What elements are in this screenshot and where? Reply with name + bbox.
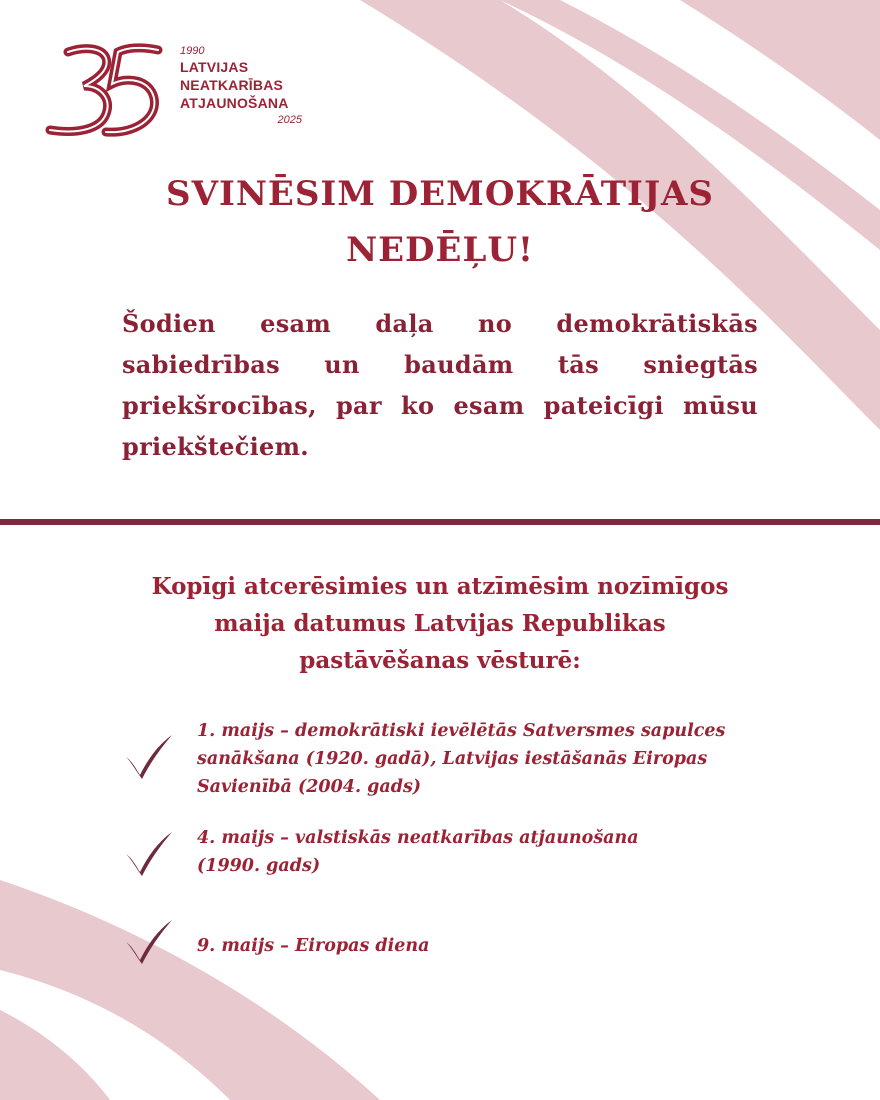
page-title xyxy=(140,166,740,278)
section-divider xyxy=(0,519,880,525)
subtitle-line-1: Kopīgi atcerēsimies un atzīmēsim nozīmīgos xyxy=(151,573,729,600)
title-line-1: SVINĒSIM DEMOKRĀTIJAS xyxy=(166,174,714,214)
check-icon xyxy=(120,916,176,966)
check-icon xyxy=(120,731,176,781)
list-item-line-1: 1. maijs – demokrātiski ievēlētās Satversmes sapulces xyxy=(197,721,726,741)
list-item-line-1: 4. maijs – valstiskās neatkarības atjaunošana xyxy=(197,828,639,848)
list-item-line-1: 9. maijs – Eiropas diena xyxy=(197,936,430,956)
title-line-2: NEDĒĻU! xyxy=(346,230,534,270)
logo-text xyxy=(180,44,320,127)
list-item-line-2: sanākšana (1920. gadā), Latvijas iestāšanās Eiropas xyxy=(197,749,708,769)
list-item-line-2: (1990. gads) xyxy=(197,856,321,876)
subtitle-line-3: pastāvēšanas vēsturē: xyxy=(299,647,581,674)
logo-line-2: NEATKARĪBAS xyxy=(180,77,284,93)
subtitle-line-2: maija datumus Latvijas Republikas xyxy=(214,610,666,637)
intro-paragraph: Šodien esam daļa no demokrātiskās sabiedrības un baudām tās sniegtās priekšrocības, par ko esam pateicīgi mūsu priekštečiem. xyxy=(122,309,758,461)
section-subtitle xyxy=(100,568,780,679)
check-icon xyxy=(120,828,176,878)
list-item-text xyxy=(197,717,787,801)
logo-line-3: ATJAUNOŠANA xyxy=(180,95,289,111)
anniversary-logo xyxy=(40,40,320,150)
list-item-line-3: Savienībā (2004. gads) xyxy=(197,777,422,797)
logo-year-start: 1990 xyxy=(180,45,205,57)
stripe-bottom-2 xyxy=(0,1010,110,1100)
logo-35-emblem xyxy=(40,40,170,140)
list-item-text xyxy=(197,932,787,960)
logo-line-1: LATVIJAS xyxy=(180,59,249,75)
logo-year-end: 2025 xyxy=(277,114,302,126)
list-item-text xyxy=(197,824,787,880)
